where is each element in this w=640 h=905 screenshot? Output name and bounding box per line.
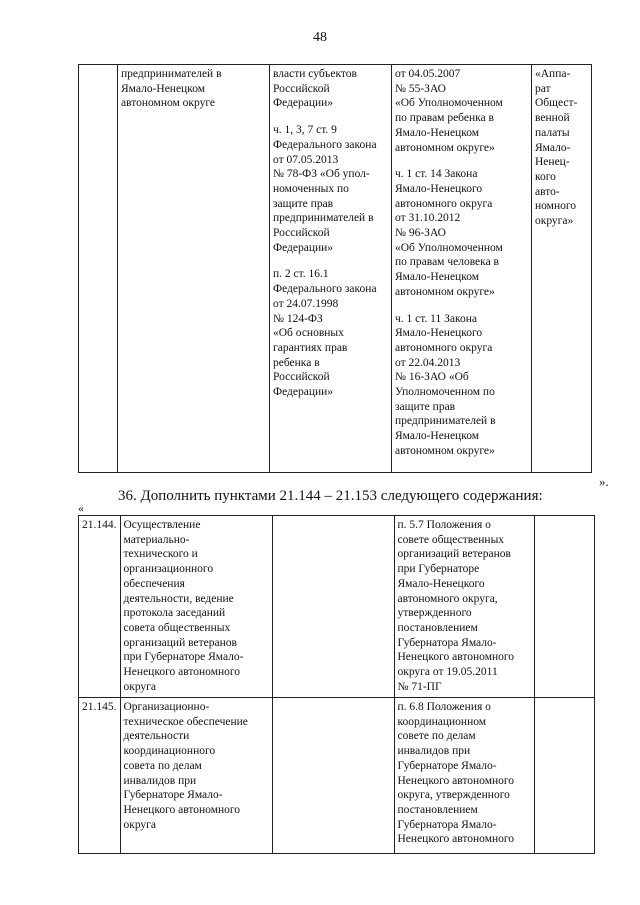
cell-line: номного xyxy=(535,200,577,213)
cell-line: п. 5.7 Положения о xyxy=(397,519,491,531)
cell-line: Российской xyxy=(273,227,330,240)
cell-line: по правам ребенка в xyxy=(395,112,494,125)
cell-line: технического и xyxy=(123,548,198,561)
row-number: 21.144. xyxy=(79,516,121,698)
cell-line: Губернатора Ямало- xyxy=(397,636,497,649)
cell-line: п. 6.8 Положения о xyxy=(397,701,491,713)
cell-line: Ямало-Ненецком xyxy=(395,271,480,284)
cell-line: совете общественных xyxy=(397,533,505,546)
block-gap xyxy=(273,255,388,267)
cell-line: Федерации» xyxy=(273,241,334,254)
cell-line: Губернатора Ямало- xyxy=(397,818,497,831)
cell-line: Ненецкого автономного xyxy=(397,651,515,664)
table-bottom xyxy=(78,515,595,854)
cell-line: ч. 1, 3, 7 ст. 9 xyxy=(273,124,337,137)
top-col3 xyxy=(270,65,392,473)
top-col1 xyxy=(79,65,118,473)
cell-line: Федерального закона xyxy=(273,283,377,296)
cell-line: округа» xyxy=(535,215,574,228)
cell-line: округа от 19.05.2011 xyxy=(397,666,498,679)
cell-line: защите прав xyxy=(273,197,334,210)
cell-line: от 31.10.2012 xyxy=(395,212,461,225)
cell-line: Уполномоченном по xyxy=(395,386,495,399)
cell-line: протокола заседаний xyxy=(123,607,226,620)
cell-line: постановлением xyxy=(397,803,478,816)
cell-line: Ямало- xyxy=(535,141,571,154)
cell-line: предпринимателей в xyxy=(395,415,496,428)
cell-line: организаций ветеранов xyxy=(123,636,237,649)
cell-line: Ненецкого автономного xyxy=(123,666,241,679)
cell-line: утвержденного xyxy=(397,607,472,620)
cell-line: техническое обеспечение xyxy=(123,715,248,728)
cell-line: предпринимателей в xyxy=(121,68,222,80)
cell-line: совета по делам xyxy=(123,759,202,772)
cell-line: автономного округа xyxy=(395,341,493,354)
cell-line: при Губернаторе Ямало- xyxy=(123,651,244,664)
cell-line: № 124-ФЗ xyxy=(273,312,323,325)
cell-line: по правам человека в xyxy=(395,256,499,269)
cell-line: Ненец- xyxy=(535,156,570,169)
cell-line: Федерации» xyxy=(273,386,334,399)
top-col4 xyxy=(392,65,532,473)
row-name xyxy=(120,698,272,854)
top-col2 xyxy=(118,65,270,473)
cell-line: инвалидов при xyxy=(397,745,471,758)
cell-line: предпринимателей в xyxy=(273,212,374,225)
row-name xyxy=(120,516,272,698)
cell-line: автономном округе» xyxy=(395,141,495,154)
cell-line: округа xyxy=(123,680,157,693)
row-basis xyxy=(394,698,534,854)
row-basis xyxy=(394,516,534,698)
cell-line: номоченных по xyxy=(273,182,349,195)
cell-line: Ямало-Ненецкого xyxy=(397,577,485,590)
cell-line: организаций ветеранов xyxy=(397,548,511,561)
top-col5 xyxy=(532,65,592,473)
cell-line: Ненецкого автономного xyxy=(123,803,241,816)
table-row xyxy=(79,698,595,854)
cell-line: при Губернаторе xyxy=(397,563,480,576)
cell-line: Организационно- xyxy=(123,701,210,713)
cell-line: Ненецкого автономного xyxy=(397,774,515,787)
close-quote: ». xyxy=(599,474,609,489)
cell-line: организационного xyxy=(123,563,214,576)
cell-line: от 24.07.1998 xyxy=(273,297,339,310)
instruction-text: 36. Дополнить пунктами 21.144 – 21.153 следующего содержания: xyxy=(118,488,543,504)
cell-line: Губернаторе Ямало- xyxy=(397,759,497,772)
cell-line: от 22.04.2013 xyxy=(395,356,461,369)
cell-line: Ямало-Ненецком xyxy=(395,430,480,443)
cell-line: материально- xyxy=(123,533,190,546)
cell-line: Ямало-Ненецком xyxy=(395,126,480,139)
cell-line: ребенка в xyxy=(273,356,320,369)
cell-line: «Об Уполномоченном xyxy=(395,241,503,254)
cell-line: Осуществление xyxy=(123,519,201,531)
table-row xyxy=(79,65,592,473)
cell-line: «Об основных xyxy=(273,327,344,340)
cell-line: Губернаторе Ямало- xyxy=(123,789,223,802)
table-top xyxy=(78,64,592,473)
cell-line: № 71-ПГ xyxy=(397,680,442,693)
cell-line: совете по делам xyxy=(397,730,476,743)
cell-line: координационном xyxy=(397,715,487,728)
block-gap xyxy=(395,155,528,167)
cell-line: Российской xyxy=(273,82,330,95)
cell-line: № 78-ФЗ «Об упол- xyxy=(273,168,370,181)
cell-line: ч. 1 ст. 14 Закона xyxy=(395,168,478,181)
cell-line: Ямало-Ненецкого xyxy=(395,182,483,195)
cell-line: Российской xyxy=(273,371,330,384)
cell-line: защите прав xyxy=(395,400,456,413)
cell-line: гарантиях прав xyxy=(273,341,348,354)
cell-line: Ямало-Ненецкого xyxy=(395,327,483,340)
cell-line: № 96-ЗАО xyxy=(395,227,446,240)
row-empty-last xyxy=(534,698,594,854)
row-empty-last xyxy=(534,516,594,698)
cell-line: инвалидов при xyxy=(123,774,197,787)
cell-line: от 07.05.2013 xyxy=(273,153,339,166)
cell-line: авто- xyxy=(535,185,560,198)
cell-line: от 04.05.2007 xyxy=(395,68,461,80)
cell-line: деятельности, ведение xyxy=(123,592,234,605)
cell-line: постановлением xyxy=(397,621,478,634)
cell-line: обеспечения xyxy=(123,577,185,590)
cell-line: Общест- xyxy=(535,97,578,110)
cell-line: палаты xyxy=(535,126,570,139)
page-number: 48 xyxy=(313,30,327,45)
cell-line: рат xyxy=(535,82,551,95)
row-empty xyxy=(272,516,394,698)
cell-line: Федерального закона xyxy=(273,138,377,151)
cell-line: Ненецкого автономного xyxy=(397,833,515,846)
cell-line: деятельности xyxy=(123,730,190,743)
cell-line: автономном округе xyxy=(121,97,216,110)
table-row xyxy=(79,516,595,698)
cell-line: Ямало-Ненецком xyxy=(121,82,206,95)
cell-line: кого xyxy=(535,170,556,183)
cell-line: № 16-ЗАО «Об xyxy=(395,371,469,384)
cell-line: автономного округа xyxy=(395,197,493,210)
cell-line: п. 2 ст. 16.1 xyxy=(273,268,329,281)
cell-line: ч. 1 ст. 11 Закона xyxy=(395,312,477,325)
cell-line: совета общественных xyxy=(123,621,231,634)
cell-line: «Аппа- xyxy=(535,68,571,80)
cell-line: венной xyxy=(535,112,570,125)
cell-line: автономном округе» xyxy=(395,444,495,457)
open-quote: « xyxy=(78,501,84,515)
cell-line: округа xyxy=(123,818,157,831)
cell-line: Федерации» xyxy=(273,97,334,110)
cell-line: «Об Уполномоченном xyxy=(395,97,503,110)
cell-line: координационного xyxy=(123,745,216,758)
cell-line: автономном округе» xyxy=(395,285,495,298)
row-empty xyxy=(272,698,394,854)
cell-line: округа, утвержденного xyxy=(397,789,510,802)
block-gap xyxy=(395,300,528,312)
row-number: 21.145. xyxy=(79,698,121,854)
cell-line: власти субъектов xyxy=(273,68,357,80)
cell-line: № 55-ЗАО xyxy=(395,82,446,95)
block-gap xyxy=(273,111,388,123)
cell-line: автономного округа, xyxy=(397,592,498,605)
